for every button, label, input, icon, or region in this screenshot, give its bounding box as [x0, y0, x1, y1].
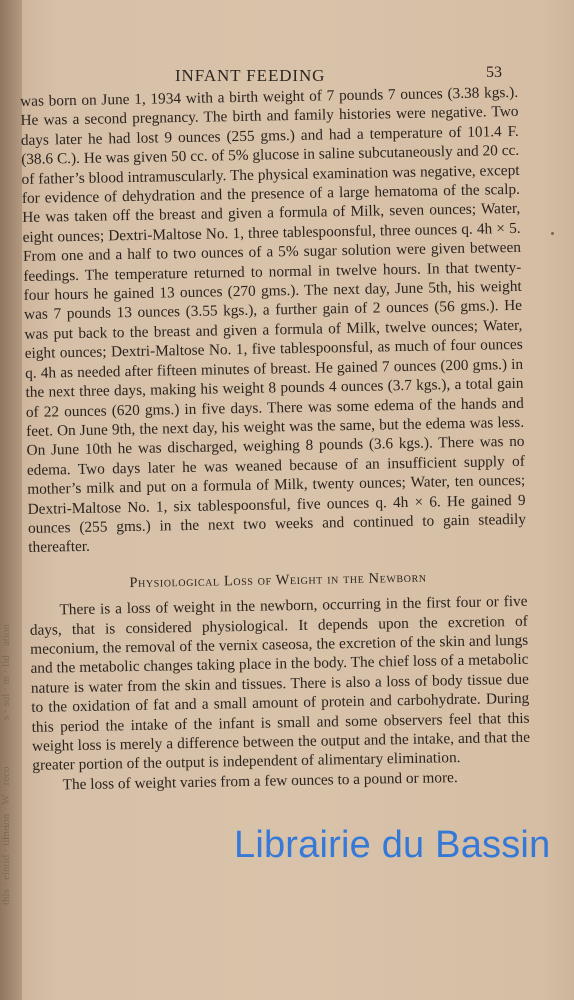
- section-paragraph-continued: The loss of weight varies from a few ounces to a pound or more.: [62, 768, 458, 794]
- paper-speck: [551, 232, 554, 235]
- facing-page-bleed: l · ion · W · reco: [0, 766, 12, 840]
- running-title: INFANT FEEDING: [175, 66, 326, 85]
- facing-page-bleed: this · eintid · time.: [0, 823, 12, 905]
- page-number: 53: [486, 64, 502, 81]
- section-heading: Physiological Loss of Weight in the Newborn: [129, 569, 427, 591]
- facing-page-bleed: s · sul · m · lid · ation: [0, 624, 12, 720]
- section-paragraph: There is a loss of weight in the newborn, occurring in the first four or five days, that is considered physiological. It depends upon the excretion of meconium, the removal of the vernix caseosa, the excretion of the skin and lungs and the metabolic changes taking place in the body. The chief loss of a metabolic nature is water from the skin and tissues. There is also a loss of body tissue due to the oxidation of fat and a small amount of protein and carbohydrate. During this period the intake of the infant is small and some observers feel that this weight loss is merely a difference between the output and the intake, and that the greater portion of the output is independent of alimentary elimination.: [29, 592, 531, 775]
- watermark-logo: Librairie du Bassin: [234, 824, 551, 866]
- case-paragraph: was born on June 1, 1934 with a birth weight of 7 pounds 7 ounces (3.38 kgs.). He was a second pregnancy. The birth and family histories were negative. Two days later he had lost 9 ounces (255 gms.) and had a temperature of 101.4 F. (38.6 C.). He was given 50 cc. of 5% glucose in saline subcutaneously and 20 cc. of father’s blood intramuscularly. The physical examination was negative, except for evidence of dehydration and the presence of a large hematoma of the scalp. He was taken off the breast and given a formula of Milk, seven ounces; Water, eight ounces; Dextri-Maltose No. 1, three tablespoonsful, three ounces q. 4h × 5. From one and a half to two ounces of a 5% sugar solution were given between feedings. The temperature returned to normal in twelve hours. In that twenty-four hours he gained 13 ounces (270 gms.). The next day, June 5th, his weight was 7 pounds 13 ounces (3.55 kgs.), a further gain of 2 ounces (56 gms.). He was put back to the breast and given a formula of Milk, twelve ounces; Water, eight ounces; Dextri-Maltose No. 1, five tablespoonsful, as much of four ounces q. 4h as needed after fifteen minutes of breast. He gained 7 ounces (200 gms.) in the next three days, making his weight 8 pounds 4 ounces (3.7 kgs.), a total gain of 22 ounces (620 gms.) in five days. There was some edema of the hands and feet. On June 9th, the next day, his weight was the same, but the edema was less. On June 10th he was discharged, weighing 8 pounds (3.6 kgs.). There was no edema. Two days later he was weaned because of an insufficient supply of mother’s milk and put on a formula of Milk, twenty ounces; Water, ten ounces; Dextri-Maltose No. 1, six tablespoonsful, five ounces q. 4h × 6. He gained 9 ounces (255 gms.) in the next two weeks and continued to gain steadily thereafter.: [20, 83, 527, 557]
- body-text: [20, 83, 531, 795]
